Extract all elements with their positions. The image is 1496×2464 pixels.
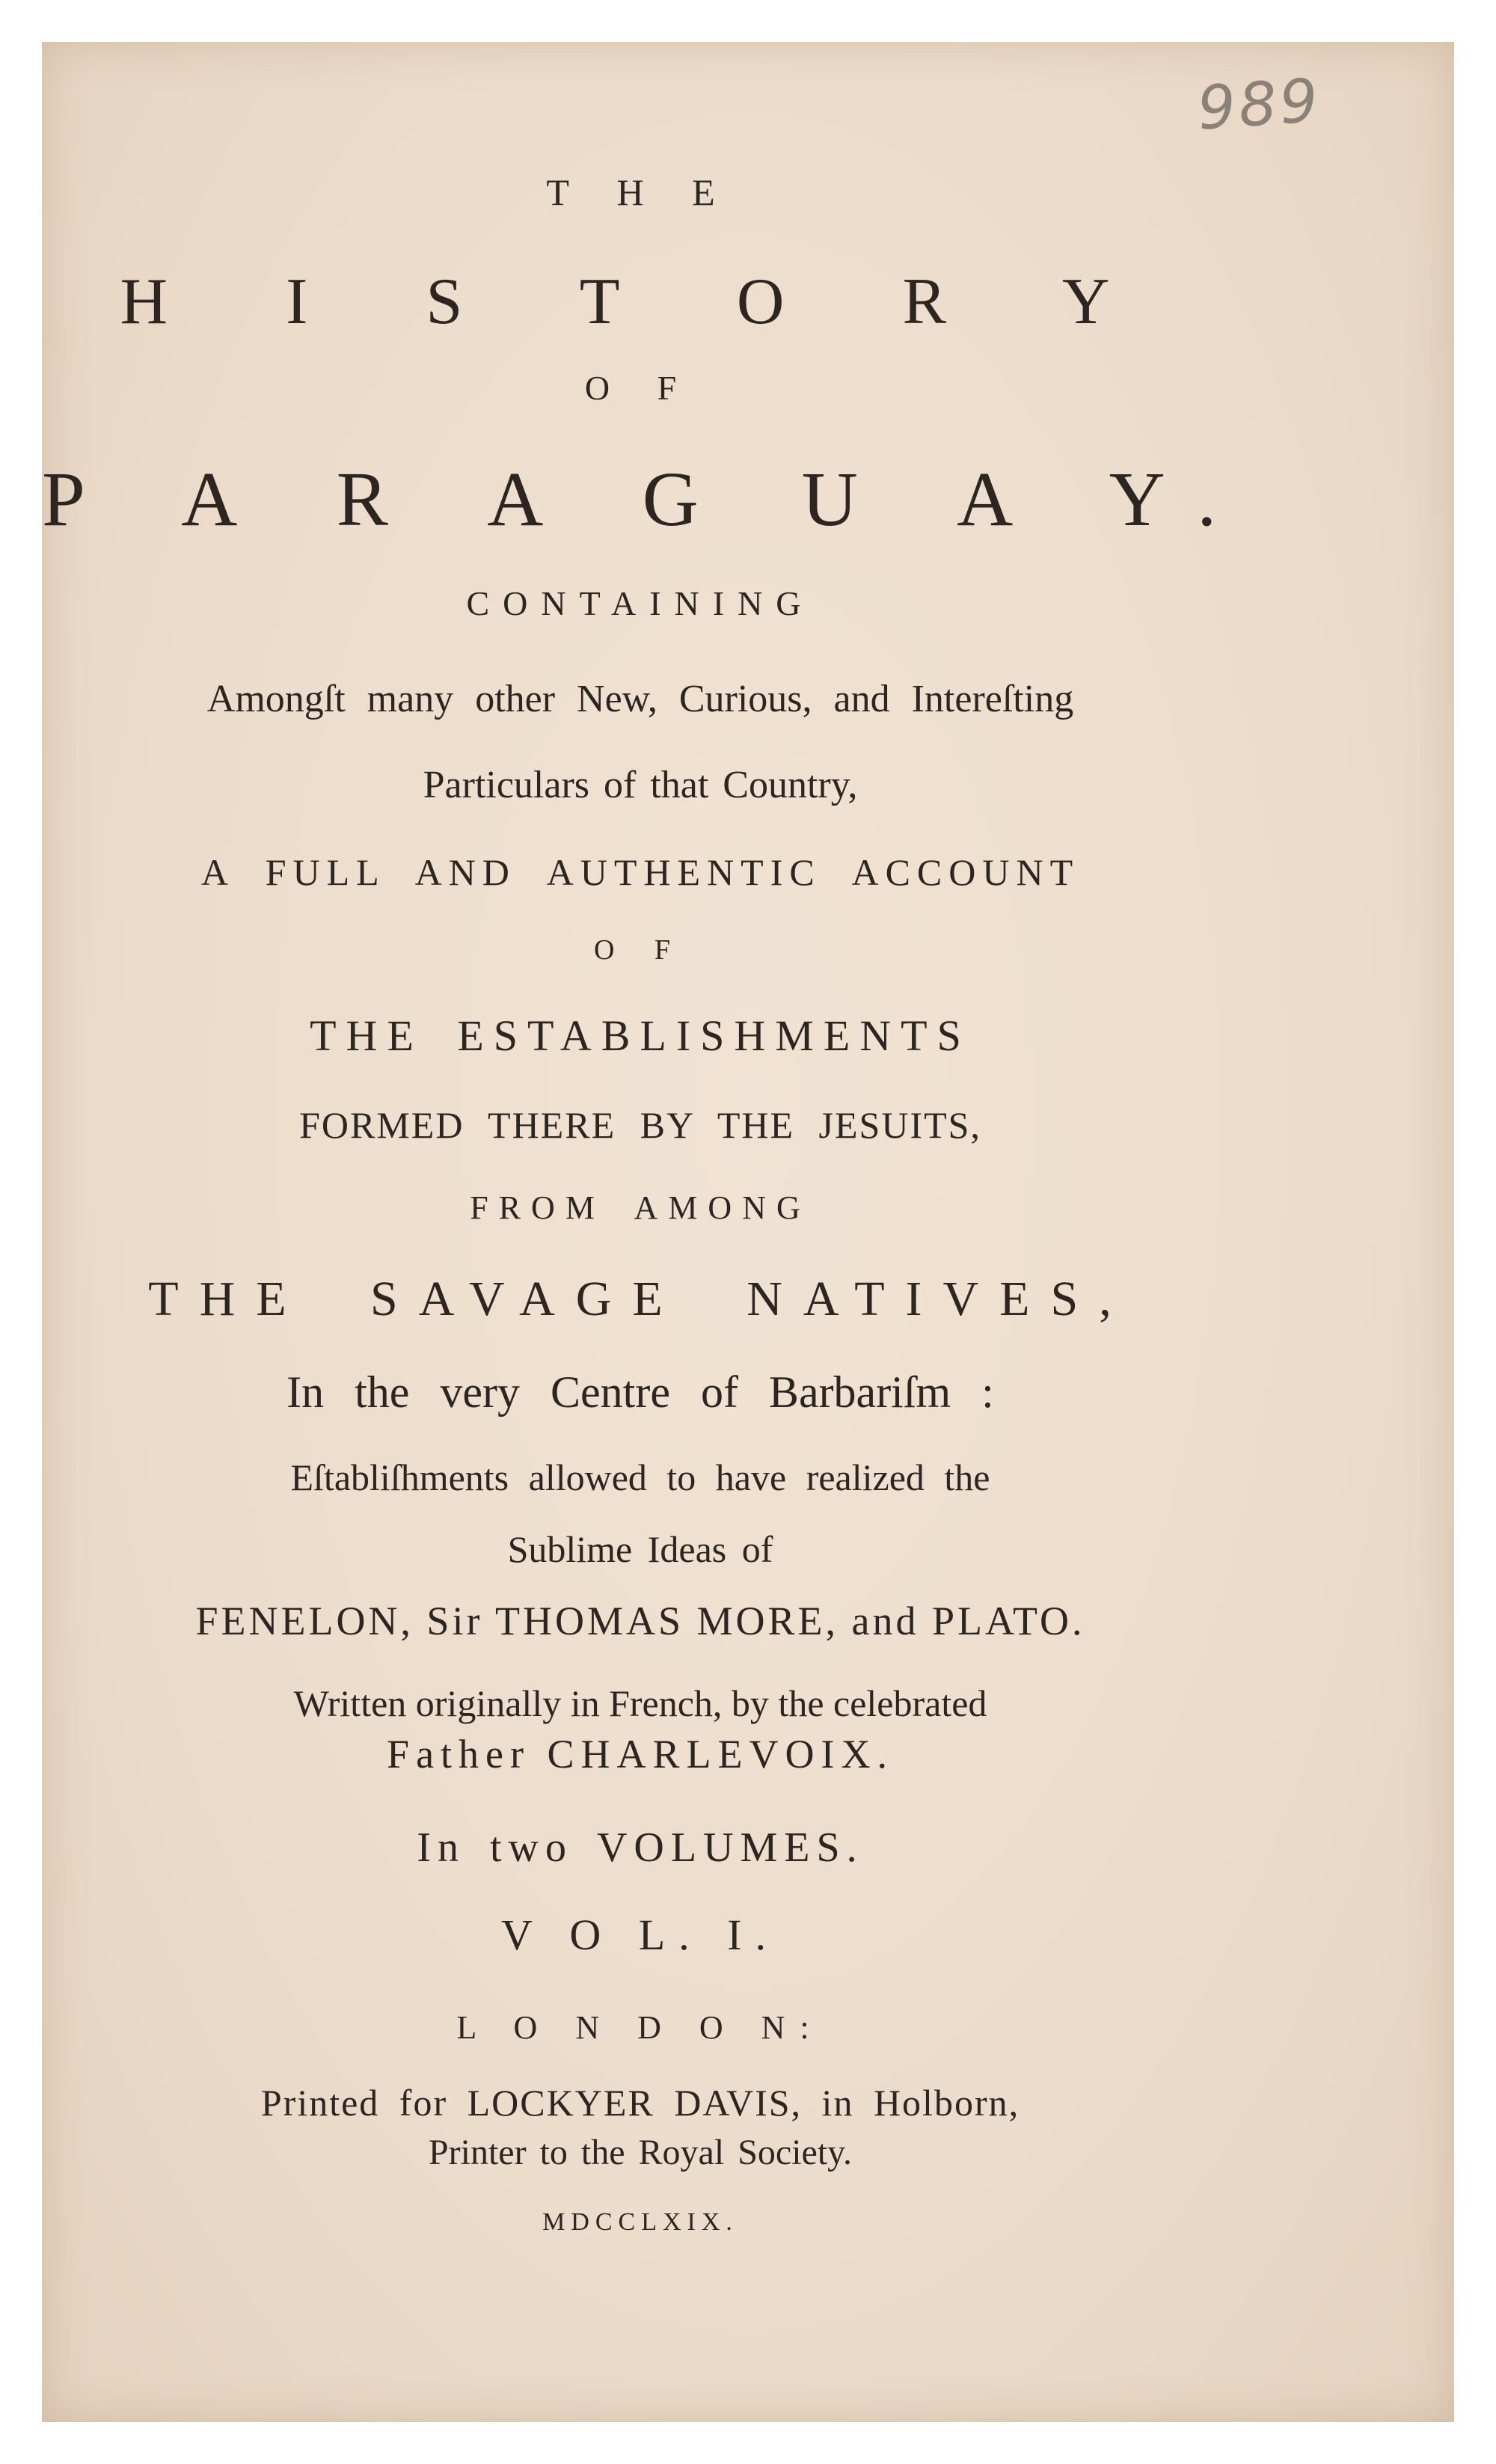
title-of: O F [584,369,696,407]
imprint-date: MDCCLXIX. [542,2208,738,2236]
pencil-shelf-number: 989 [1195,65,1323,144]
text-allowed: Eſtabliſhments allowed to have realized the [290,1456,990,1498]
subtitle-containing: CONTAINING [466,584,815,622]
text-centre: In the very Centre of Barbariſm : [286,1367,994,1417]
title-page [42,42,1454,2422]
title-paraguay: P A R A G U A Y. [42,456,1259,542]
imprint-london: L O N D O N: [456,2009,824,2046]
text-sublime: Sublime Ideas of [507,1528,773,1570]
imprint-printer: Printer to the Royal Society. [428,2133,853,2172]
text-volumes: In two VOLUMES. [417,1824,864,1871]
heading-establishments: THE ESTABLISHMENTS [310,1011,971,1060]
text-fenelon: FENELON, Sir THOMAS MORE, and PLATO. [195,1599,1085,1643]
imprint-printed: Printed for LOCKYER DAVIS, in Holborn, [260,2082,1020,2124]
title-the: T H E [546,171,735,213]
heading-formed: FORMED THERE BY THE JESUITS, [299,1104,981,1146]
subtitle-amongst: Amongſt many other New, Curious, and Intereſting [206,678,1074,720]
text-written: Written originally in French, by the celebrated [293,1682,987,1724]
heading-of: O F [593,934,687,966]
text-father: Father CHARLEVOIX. [387,1732,894,1777]
text-vol: V O L. I. [501,1910,779,1959]
title-history: H I S T O R Y [120,266,1161,338]
subtitle-particulars: Particulars of that Country, [423,764,858,806]
heading-full-account: A FULL AND AUTHENTIC ACCOUNT [200,851,1080,893]
heading-from-among: FROM AMONG [470,1189,811,1226]
heading-savage-natives: THE SAVAGE NATIVES, [148,1272,1132,1326]
